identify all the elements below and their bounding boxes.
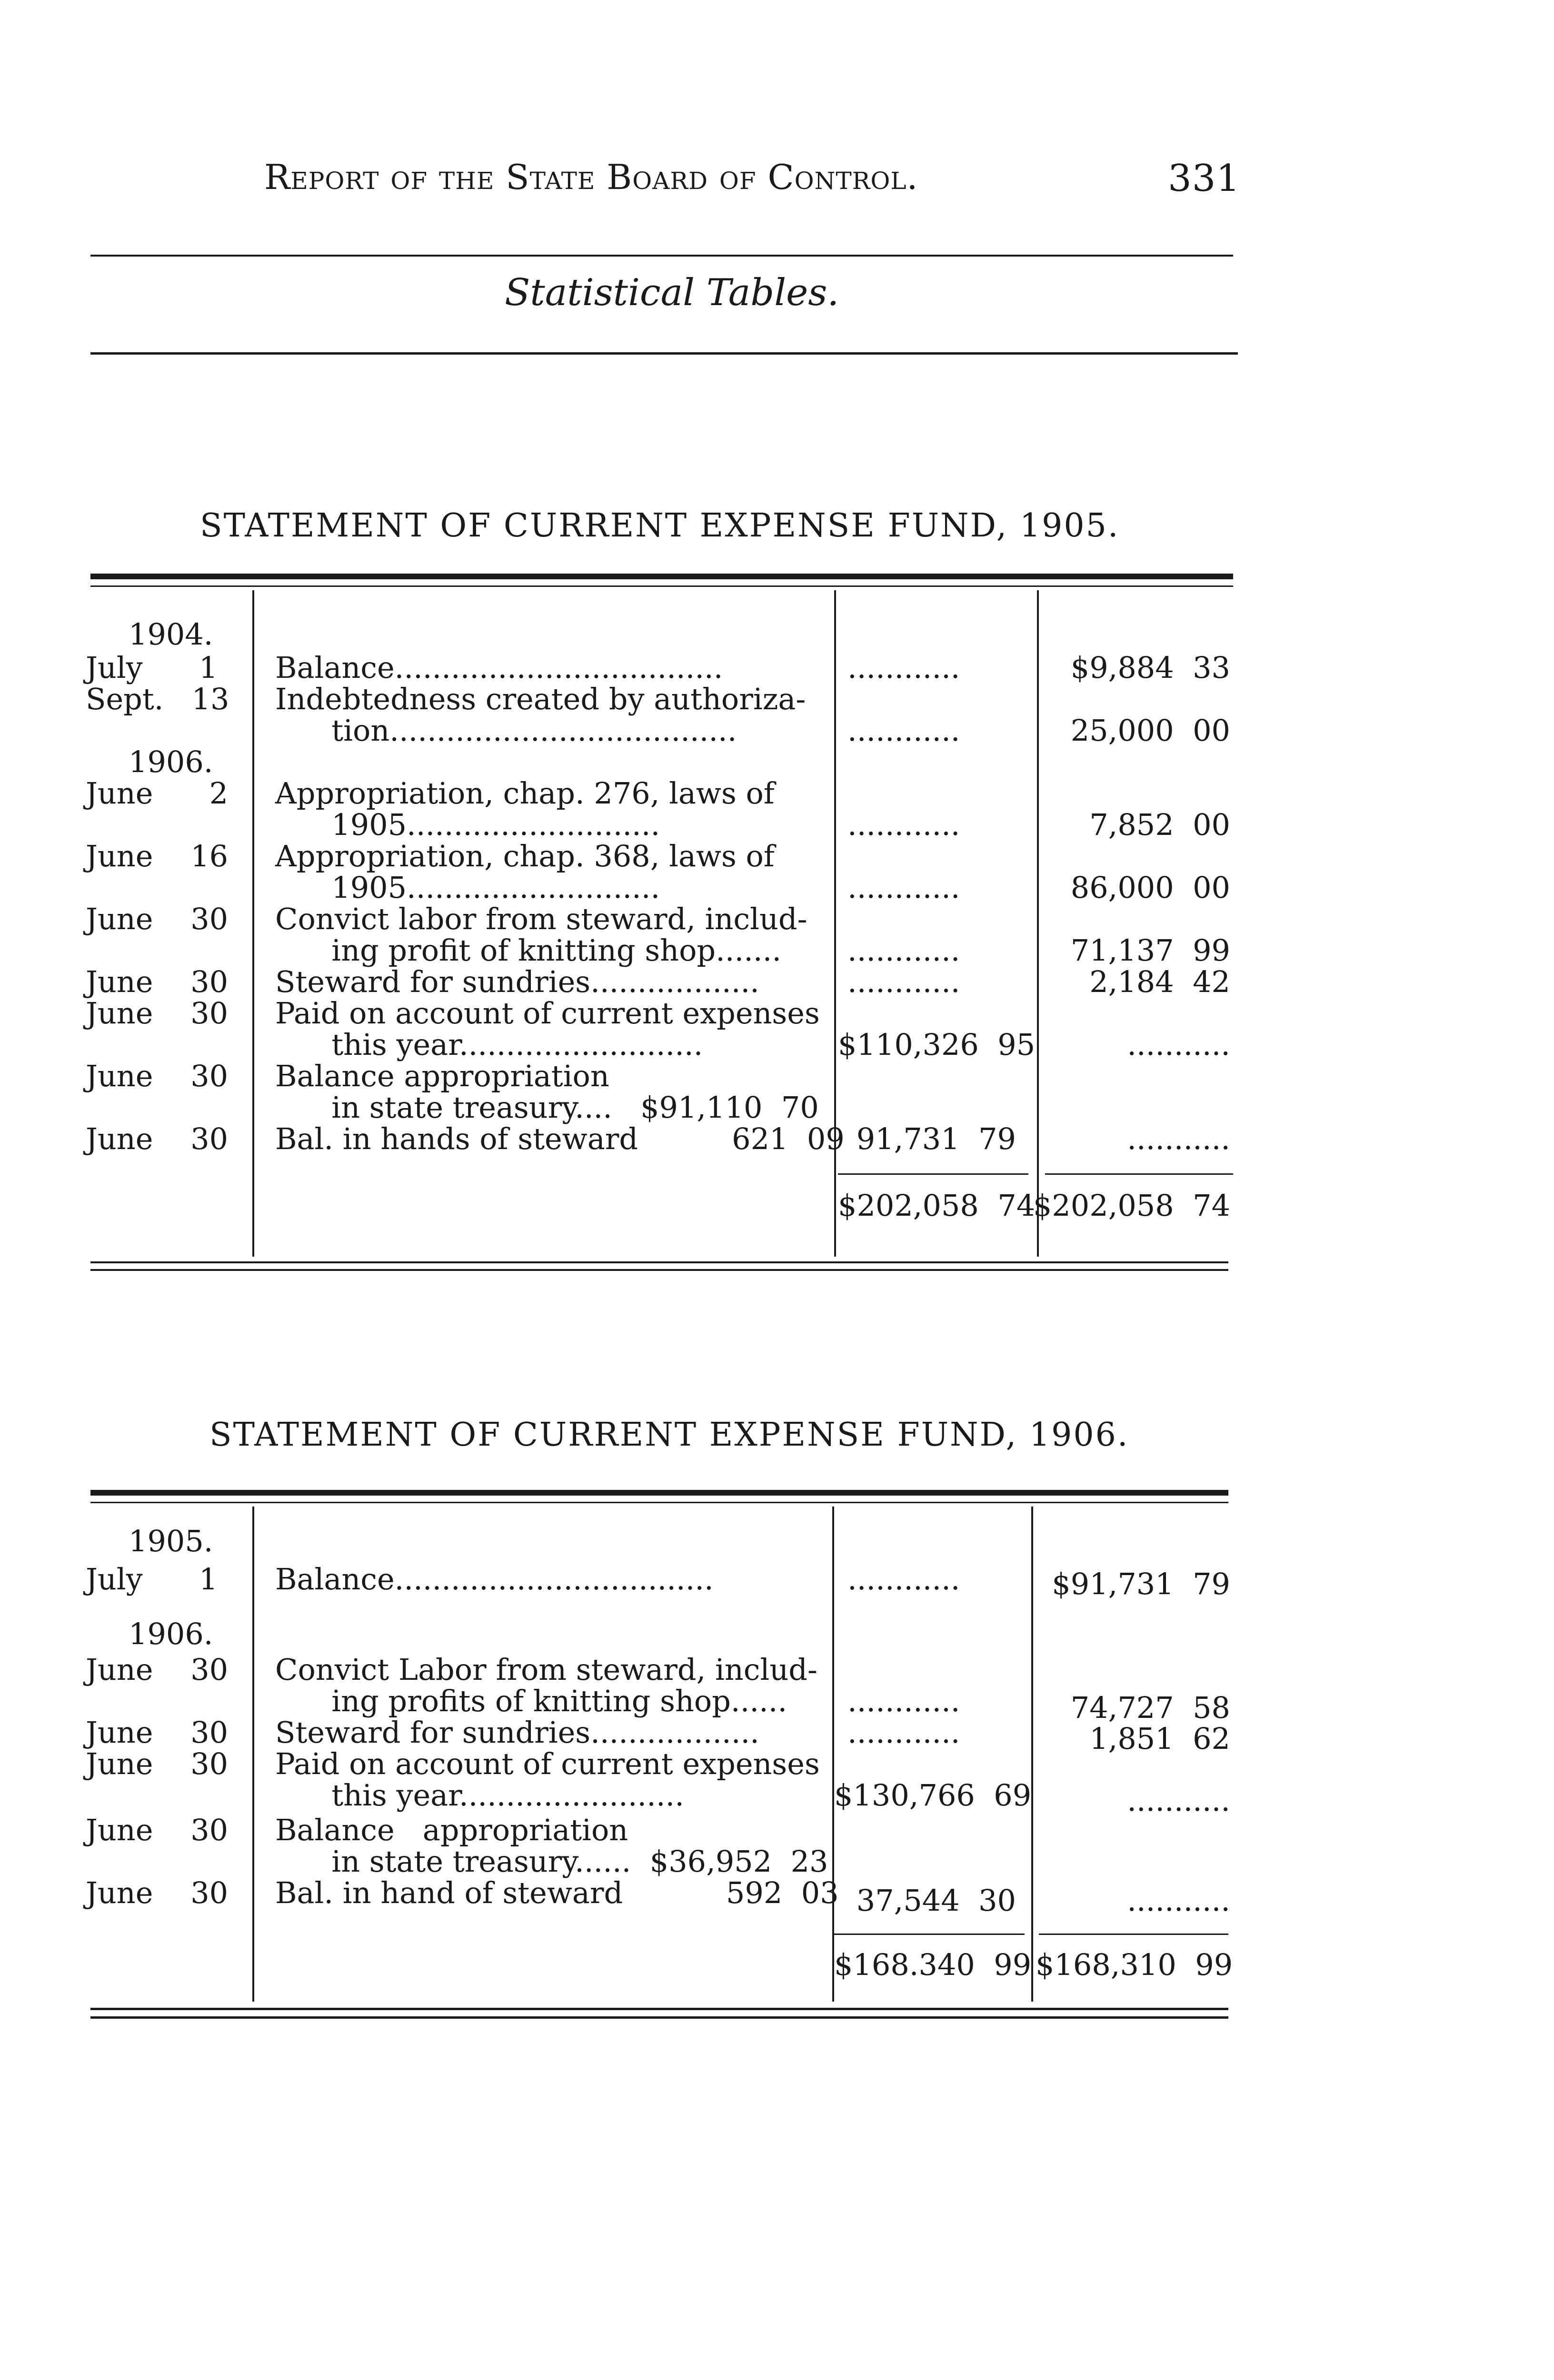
table-row-col1: ............ (847, 713, 960, 748)
table-row-col2: ........... (1127, 1121, 1230, 1156)
table-row-desc: Bal. in hand of steward 592 03 (275, 1875, 839, 1910)
table-row-date: 1906. (129, 1616, 213, 1651)
table-row-date: June 30 (86, 1813, 229, 1847)
table-row-desc: Balance appropriation (275, 1813, 628, 1847)
table-row-col2: 25,000 00 (1070, 713, 1230, 748)
table-row-desc: Balance appropriation (275, 1059, 609, 1093)
table-row-col2: $9,884 33 (1070, 650, 1230, 685)
table-row-desc: Balance................................... (275, 650, 723, 685)
table-row-desc: Convict Labor from steward, includ- (275, 1652, 817, 1687)
table-row-date: June 30 (86, 1121, 229, 1156)
table-row-col1: ............ (847, 650, 960, 685)
table-2-bottom-rule (90, 2008, 1228, 2010)
table-1-title: STATEMENT OF CURRENT EXPENSE FUND, 1905. (200, 507, 1120, 545)
table-row-desc: Steward for sundries.................. (275, 1715, 759, 1750)
table-row-desc: Appropriation, chap. 368, laws of (275, 839, 775, 873)
table-row-desc: 1905........................... (275, 807, 660, 842)
table-row-col2: ........... (1127, 1027, 1230, 1062)
table-row-desc: in state treasury.... $91,110 70 (275, 1090, 819, 1125)
table-row-col1: ............ (847, 870, 960, 905)
table-row-date: July 1 (86, 650, 218, 685)
table-2-col-divider-1 (252, 1507, 254, 2002)
table-row-col2: 86,000 00 (1070, 870, 1230, 905)
table-row-col2: ........... (1127, 1783, 1230, 1818)
table-row-date: Sept. 13 (86, 682, 229, 716)
table-row-desc: ing profit of knitting shop....... (275, 933, 782, 968)
table-row-desc: Balance.................................. (275, 1562, 714, 1597)
table-row-date: 1905. (129, 1524, 213, 1558)
table-row-desc: Convict labor from steward, includ- (275, 902, 807, 936)
table-row-col1: ............ (847, 933, 960, 968)
table-row-desc: ing profits of knitting shop...... (275, 1684, 787, 1718)
table-row-col2: 7,852 00 (1089, 807, 1230, 842)
table-row-col2: $91,731 79 (1052, 1567, 1230, 1601)
table-row-desc: Appropriation, chap. 276, laws of (275, 776, 775, 811)
table-row-desc: tion..................................... (275, 713, 737, 748)
table-row-date: June 30 (86, 996, 229, 1031)
table-row-desc: 1905........................... (275, 870, 660, 905)
table-row-desc: in state treasury...... $36,952 23 (275, 1844, 828, 1879)
table-row-date: June 30 (86, 1715, 229, 1750)
running-head-title: Report of the State Board of Control. (264, 157, 918, 197)
table-1-total-col1: $202,058 74 (838, 1188, 1036, 1223)
table-row-col2: 2,184 42 (1089, 964, 1230, 999)
table-row-date: 1904. (129, 617, 213, 652)
table-row-date: June 30 (86, 902, 229, 936)
table-row-date: June 30 (86, 964, 229, 999)
table-row-date: June 30 (86, 1875, 229, 1910)
table-2-sum-rule (1039, 1934, 1228, 1935)
table-row-desc: this year........................ (275, 1778, 684, 1813)
table-2-col-divider-2 (832, 1507, 834, 2002)
table-row-col1: ............ (847, 964, 960, 999)
table-row-col1: ............ (847, 807, 960, 842)
table-row-desc: Bal. in hands of steward 621 09 (275, 1121, 845, 1156)
table-2-sum-rule (834, 1934, 1025, 1935)
table-row-col1: 91,731 79 (856, 1121, 1016, 1156)
table-row-col1: ............ (847, 1562, 960, 1597)
table-row-col2: 1,851 62 (1089, 1721, 1230, 1756)
table-row-col1: 37,544 30 (856, 1883, 1016, 1918)
table-row-date: June 30 (86, 1652, 229, 1687)
table-row-col1: ............ (847, 1715, 960, 1750)
table-2-total-col1: $168.340 99 (834, 1947, 1032, 1982)
table-row-col1: ............ (847, 1684, 960, 1718)
table-row-col2: 74,727 58 (1070, 1690, 1230, 1725)
table-row-col2: ........... (1127, 1883, 1230, 1918)
table-row-col1: $110,326 95 (838, 1027, 1036, 1062)
table-row-date: July 1 (86, 1562, 218, 1597)
table-1-total-col2: $202,058 74 (1033, 1188, 1230, 1223)
table-2-title: STATEMENT OF CURRENT EXPENSE FUND, 1906. (209, 1416, 1129, 1454)
table-row-date: June 30 (86, 1059, 229, 1093)
page-number: 331 (1168, 157, 1240, 200)
table-row-desc: Steward for sundries.................. (275, 964, 759, 999)
section-title: Statistical Tables. (505, 271, 839, 314)
table-row-desc: this year.......................... (275, 1027, 703, 1062)
table-2-total-col2: $168,310 99 (1036, 1947, 1233, 1982)
table-row-date: June 16 (86, 839, 229, 873)
table-2-col-divider-3 (1031, 1507, 1033, 2002)
table-row-desc: Indebtedness created by authoriza- (275, 682, 806, 716)
table-row-desc: Paid on account of current expenses (275, 996, 820, 1031)
table-row-desc: Paid on account of current expenses (275, 1746, 820, 1781)
table-2-bottom-rule (90, 2016, 1228, 2019)
table-row-col2: 71,137 99 (1070, 933, 1230, 968)
table-row-date: June 30 (86, 1746, 229, 1781)
table-row-date: 1906. (129, 744, 213, 779)
table-row-col1: $130,766 69 (834, 1778, 1032, 1813)
table-row-date: June 2 (86, 776, 229, 811)
